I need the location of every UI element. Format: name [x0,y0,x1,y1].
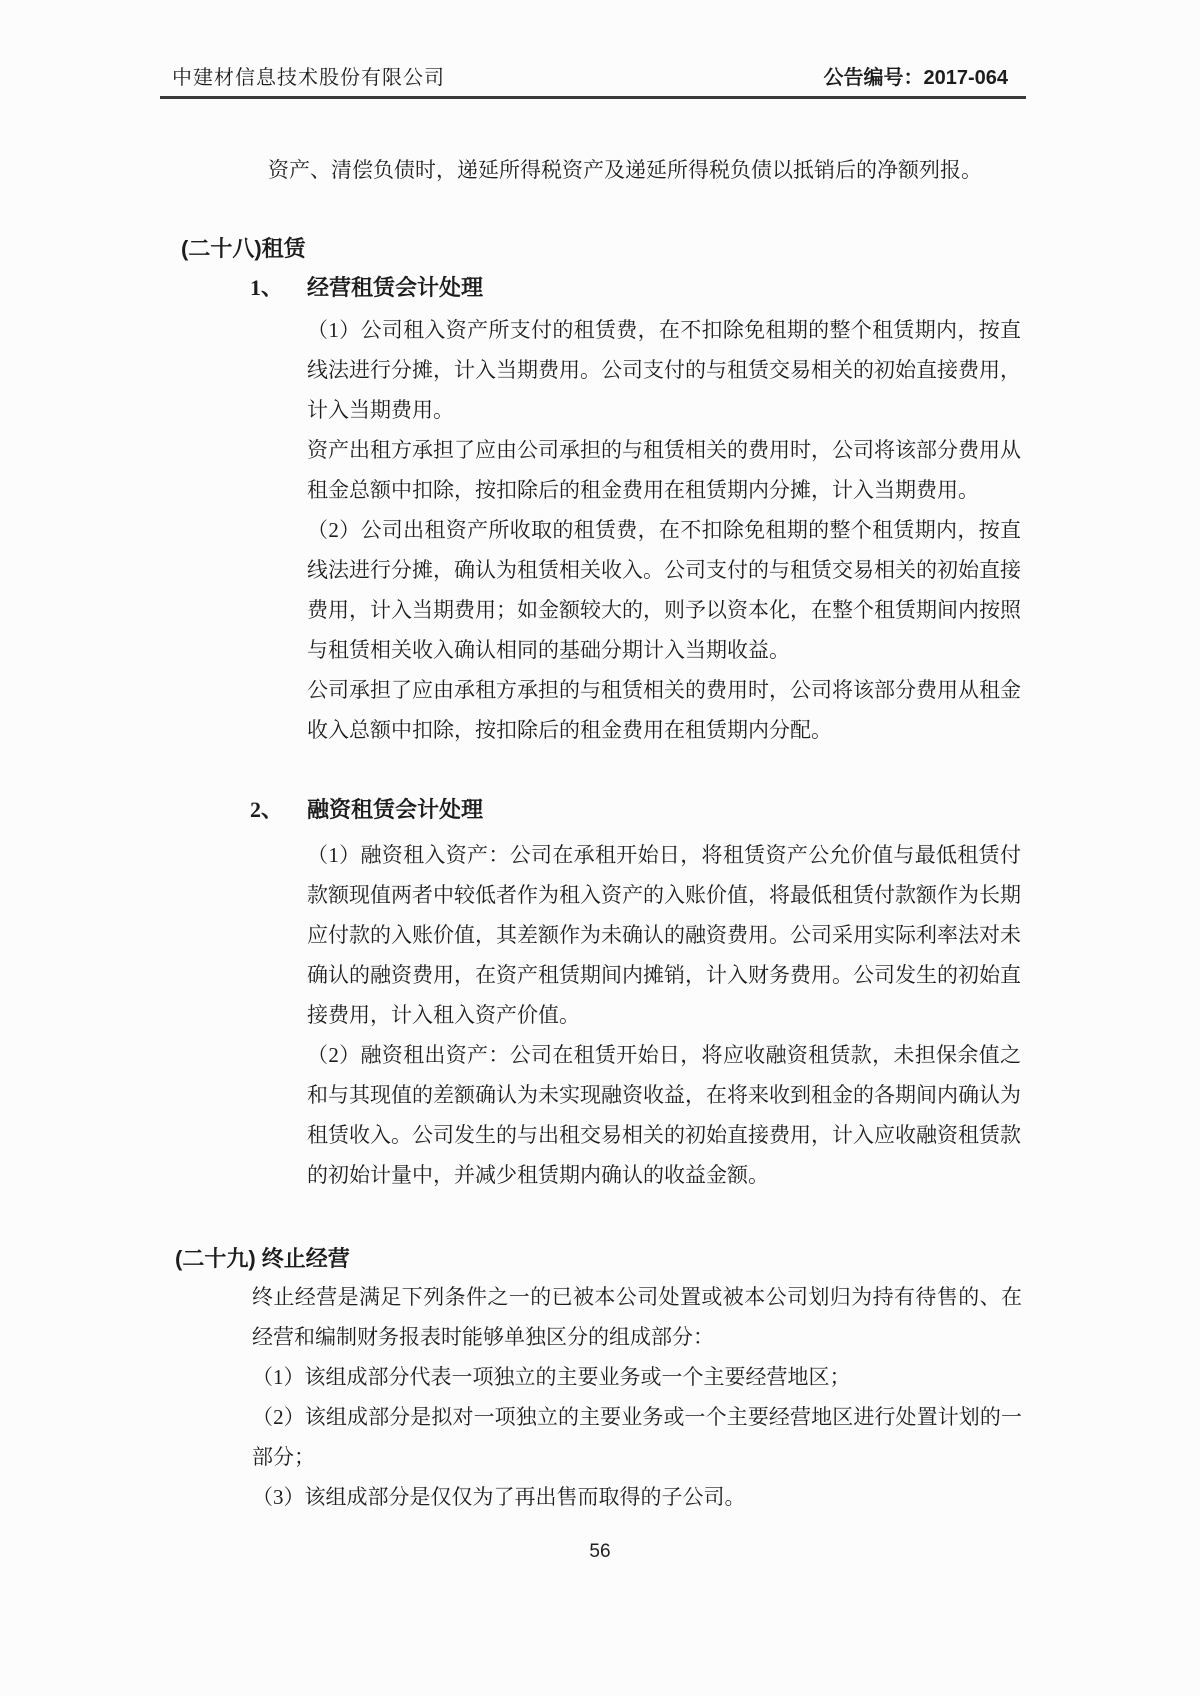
subsection-2-title: 融资租赁会计处理 [307,797,484,822]
body-line: 租赁收入。公司发生的与出租交易相关的初始直接费用，计入应收融资租赁款 [307,1123,1021,1147]
section-29-body [252,1277,1022,1517]
body-line: 应付款的入账价值，其差额作为未确认的融资费用。公司采用实际利率法对未 [307,923,1021,947]
body-line: （3）该组成部分是仅仅为了再出售而取得的子公司。 [252,1485,746,1509]
body-line: （1）公司租入资产所支付的租赁费，在不扣除免租期的整个租赁期内，按直 [307,318,1021,342]
subsection-2-body [307,835,1021,1195]
body-line: 租金总额中扣除，按扣除后的租金费用在租赁期内分摊，计入当期费用。 [307,478,979,502]
body-line: 线法进行分摊，计入当期费用。公司支付的与租赁交易相关的初始直接费用， [307,358,1021,382]
body-line: 计入当期费用。 [307,398,454,422]
body-line: 确认的融资费用，在资产租赁期间内摊销，计入财务费用。公司发生的初始直 [307,963,1021,987]
announcement-number: 公告编号：2017-064 [823,67,1008,89]
subsection-2-number: 2、 [250,797,284,822]
company-name: 中建材信息技术股份有限公司 [172,67,445,89]
body-line: 收入总额中扣除，按扣除后的租金费用在租赁期内分配。 [307,718,832,742]
body-line: （2）公司出租资产所收取的租赁费，在不扣除免租期的整个租赁期内，按直 [307,518,1021,542]
body-line: 的初始计量中，并减少租赁期内确认的收益金额。 [307,1163,769,1187]
subsection-1-heading [250,268,483,308]
body-line: （1）该组成部分代表一项独立的主要业务或一个主要经营地区； [252,1365,851,1389]
body-line: 经营和编制财务报表时能够单独区分的组成部分： [252,1325,714,1349]
body-line: （2）融资租出资产：公司在租赁开始日，将应收融资租赁款，未担保余值之 [307,1043,1021,1067]
body-line: 与租赁相关收入确认相同的基础分期计入当期收益。 [307,638,790,662]
intro-paragraph: 资产、清偿负债时，递延所得税资产及递延所得税负债以抵销后的净额列报。 [268,158,982,182]
body-line: （1）融资租入资产：公司在承租开始日，将租赁资产公允价值与最低租赁付 [307,843,1021,867]
body-line: 部分； [252,1445,315,1469]
body-line: 款额现值两者中较低者作为租入资产的入账价值，将最低租赁付款额作为长期 [307,883,1021,907]
header-rule [160,96,1026,99]
body-line: 公司承担了应由承租方承担的与租赁相关的费用时，公司将该部分费用从租金 [307,678,1021,702]
subsection-1-body [307,310,1021,750]
body-line: （2）该组成部分是拟对一项独立的主要业务或一个主要经营地区进行处置计划的一 [252,1405,1022,1429]
subsection-1-title: 经营租赁会计处理 [307,275,484,300]
body-line: 费用，计入当期费用；如金额较大的，则予以资本化，在整个租赁期间内按照 [307,598,1021,622]
body-line: 接费用，计入租入资产价值。 [307,1003,580,1027]
section-29-heading: (二十九) 终止经营 [175,1246,350,1271]
body-line: 线法进行分摊，确认为租赁相关收入。公司支付的与租赁交易相关的初始直接 [307,558,1021,582]
section-28-heading: (二十八)租赁 [181,236,306,261]
subsection-1-number: 1、 [250,275,284,300]
subsection-2-heading [250,790,483,830]
body-line: 终止经营是满足下列条件之一的已被本公司处置或被本公司划归为持有待售的、在 [252,1285,1022,1309]
page-number: 56 [589,1541,611,1562]
body-line: 资产出租方承担了应由公司承担的与租赁相关的费用时，公司将该部分费用从 [307,438,1021,462]
body-line: 和与其现值的差额确认为未实现融资收益，在将来收到租金的各期间内确认为 [307,1083,1021,1107]
